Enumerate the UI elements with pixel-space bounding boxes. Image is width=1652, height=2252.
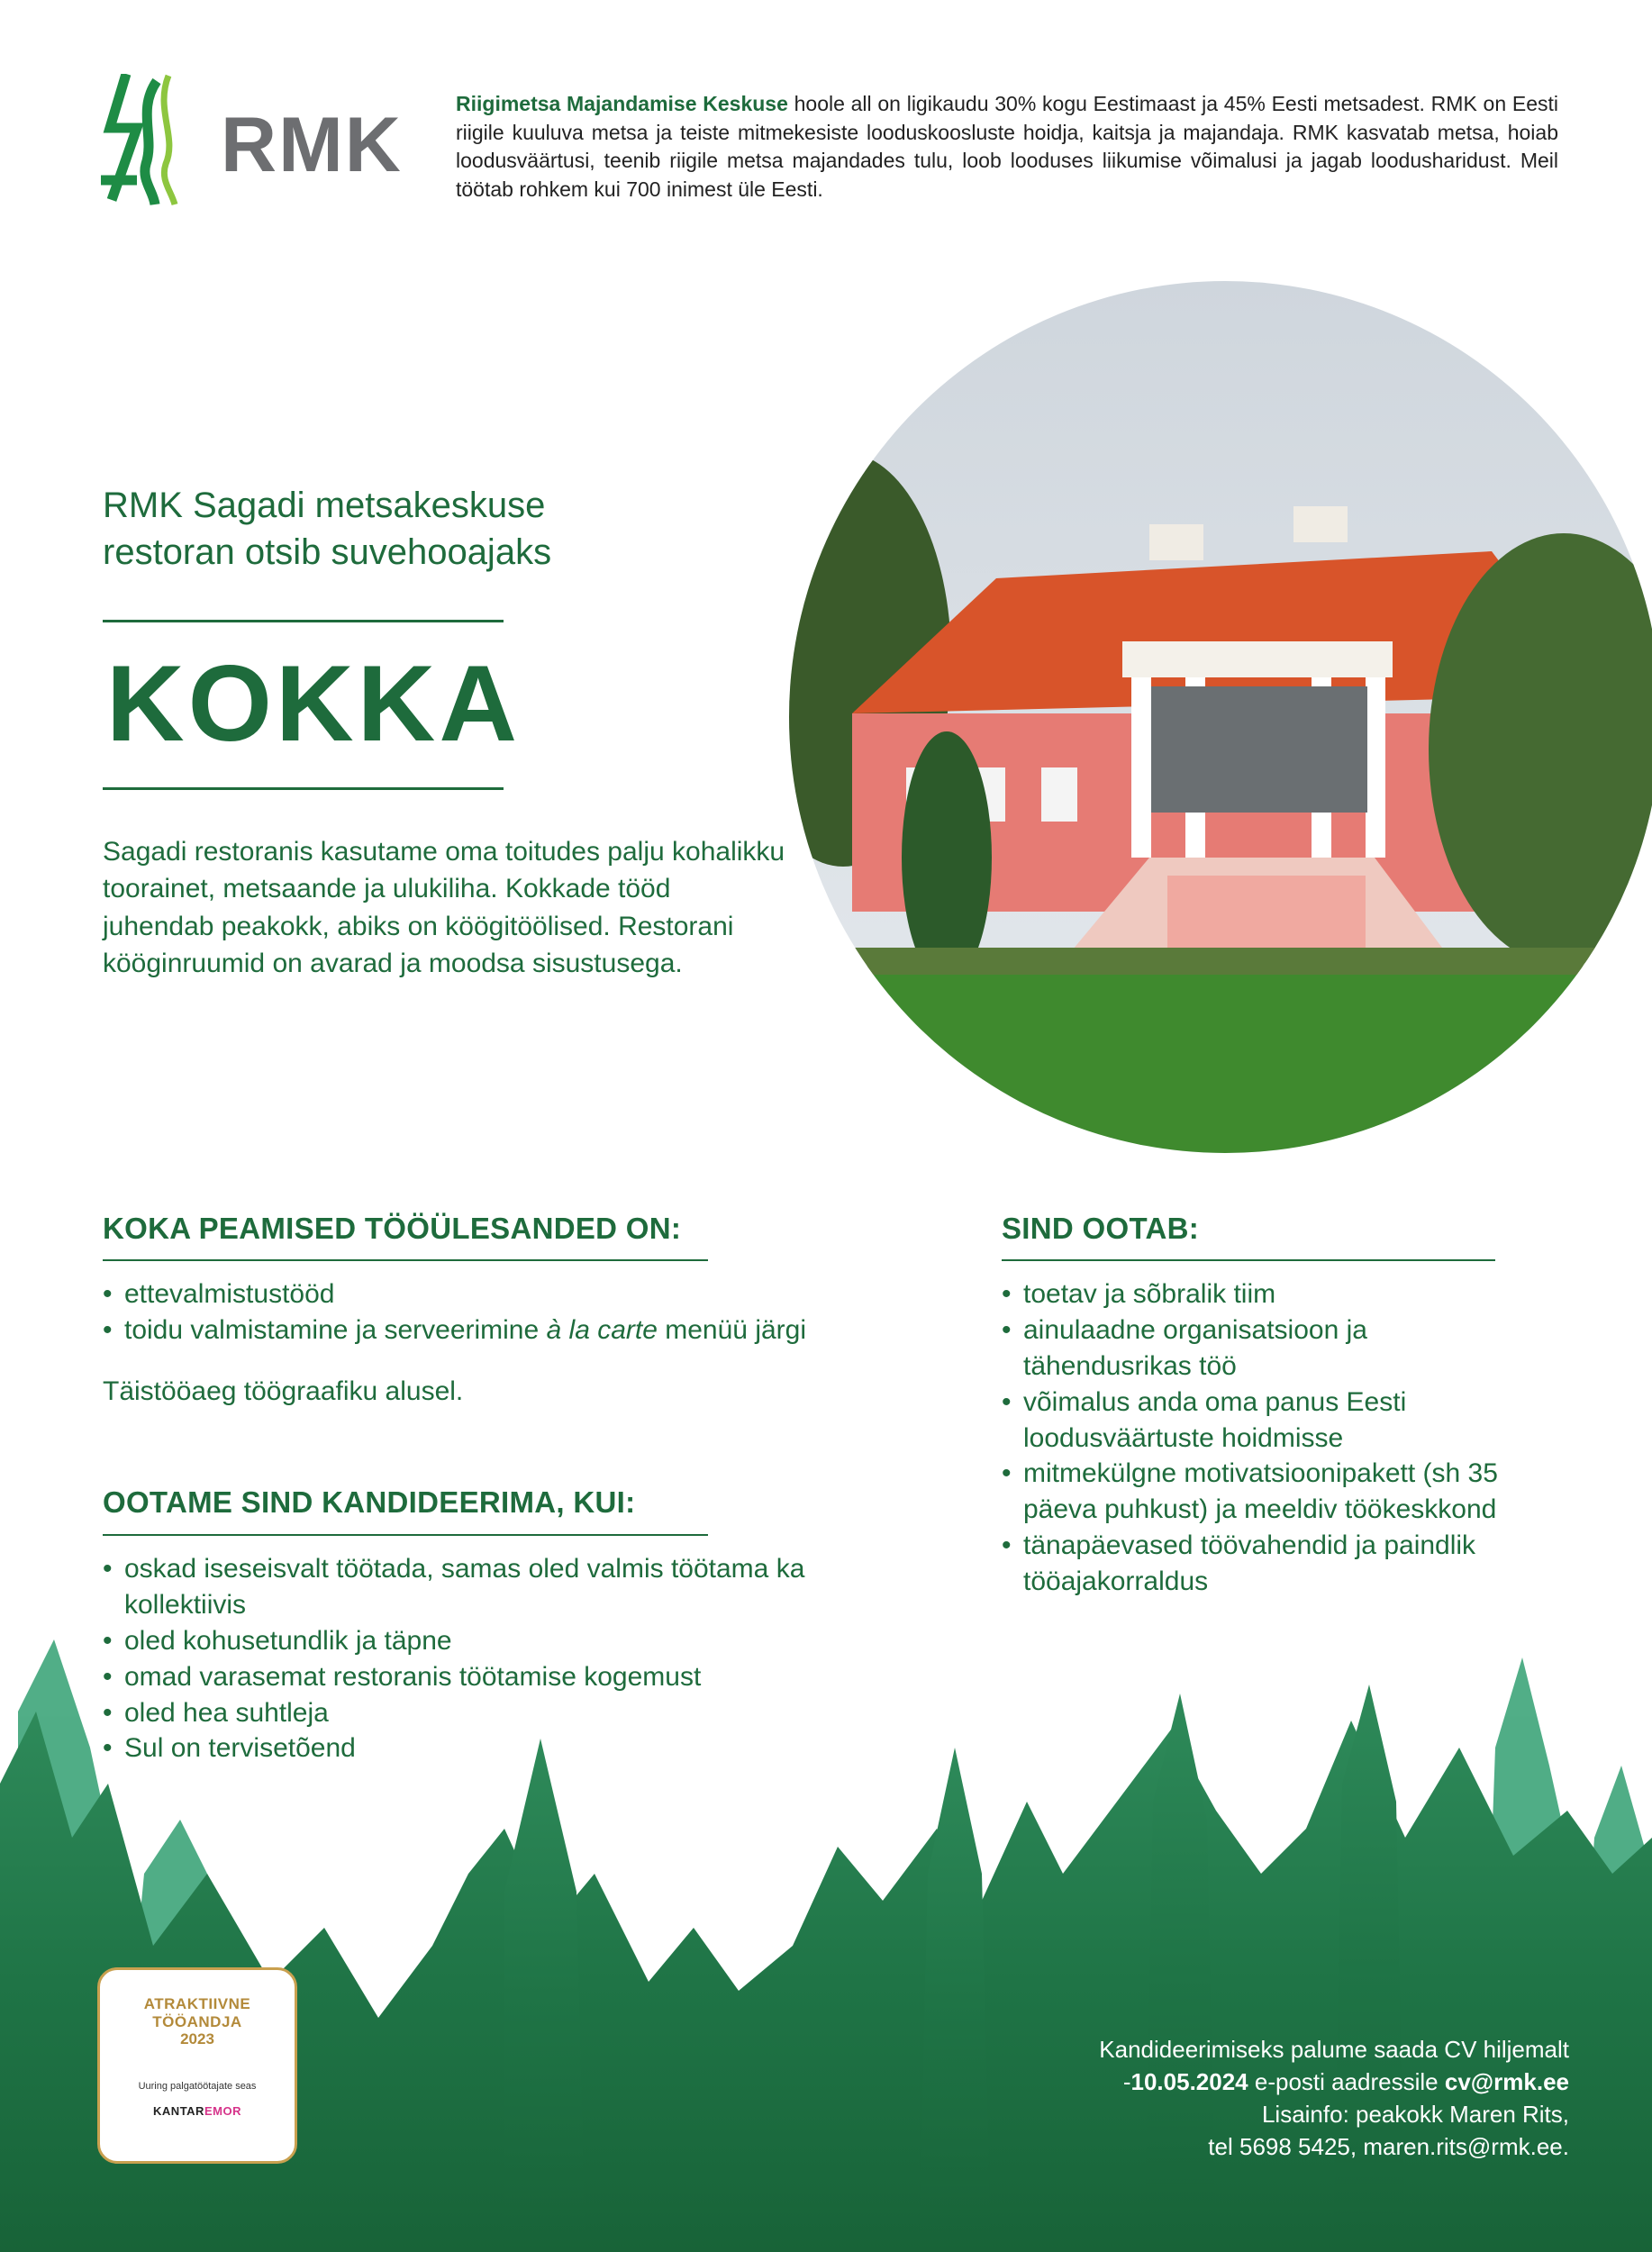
list-item: • oled kohusetundlik ja täpne xyxy=(103,1623,877,1659)
contact-line-1: Kandideerimiseks palume saada CV hiljemalt xyxy=(1099,2036,1569,2063)
contact-line-2-mid: e-posti aadressile xyxy=(1248,2067,1445,2095)
job-description: Sagadi restoranis kasutame oma toitudes palju kohalikku toorainet, metsaande ja ulukiliha. Kokkade tööd juhendab peakokk, abiks on köögitöölised. Restorani kööginruumid on avarad ja moodsa sisustusega. xyxy=(103,837,785,979)
badge-brand xyxy=(100,2104,295,2118)
duties-note: Täistööaeg töögraafiku alusel. xyxy=(103,1376,464,1406)
list-item: • ainulaadne organisatsioon ja tähendusrikas töö xyxy=(1002,1312,1542,1385)
duties-rule xyxy=(103,1259,708,1261)
attractive-employer-badge xyxy=(97,1967,297,2164)
contact-line-2: -10.05.2024 e-posti aadressile cv@rmk.ee xyxy=(1122,2067,1569,2095)
intro-org-name: Riigimetsa Majandamise Keskuse xyxy=(456,92,788,115)
badge-line-2: TÖÖANDJA xyxy=(152,2012,242,2030)
badge-brand-b: EMOR xyxy=(204,2104,241,2119)
list-item: • omad varasemat restoranis töötamise kogemust xyxy=(103,1659,877,1695)
intro-text: hoole all on ligikaudu 30% kogu Eestimaast ja 45% Eesti metsadest. RMK on Eesti riigile kuuluva metsa ja teiste mitmekesiste looduskoosluste hoidja, kaitsja ja majandaja. RMK kasvatab metsa, hoiab loodusväärtusi, teenib riigile metsa majandades tulu, loob looduses liikumise võimalusi ja jagab loodusharidust. Meil töötab rohkem kui 700 inimest üle Eesti. xyxy=(456,92,1558,202)
intro-paragraph xyxy=(456,90,1558,204)
requirements-heading: OOTAME SIND KANDIDEERIMA, KUI: xyxy=(103,1485,636,1519)
list-item: • ettevalmistustööd xyxy=(103,1276,985,1312)
list-item: • tänapäevased töövahendid ja paindlik tööajakorraldus xyxy=(1002,1528,1542,1600)
badge-year: 2023 xyxy=(180,2030,214,2048)
job-title: KOKKA xyxy=(106,643,521,764)
list-item: • oskad iseseisvalt töötada, samas oled valmis töötama ka kollektiivis xyxy=(103,1551,877,1623)
job-subtitle xyxy=(103,482,733,576)
duties-list xyxy=(103,1276,985,1348)
badge-brand-a: KANTAR xyxy=(153,2104,204,2119)
list-item: • võimalus anda oma panus Eesti loodusväärtuste hoidmisse xyxy=(1002,1385,1542,1457)
contact-line-3: Lisainfo: peakokk Maren Rits, xyxy=(1261,2100,1569,2128)
subtitle-line-1: RMK Sagadi metsakeskuse xyxy=(103,486,546,525)
italic-phrase: à la carte xyxy=(546,1314,658,1345)
badge-line-1: ATRAKTIIVNE xyxy=(143,1995,251,2012)
offer-list xyxy=(1002,1276,1542,1600)
badge-title xyxy=(100,1995,295,2030)
list-item: • toidu valmistamine ja serveerimine à la carte menüü järgi xyxy=(103,1312,985,1348)
contact-email-link[interactable]: cv@rmk.ee xyxy=(1444,2067,1569,2095)
manor-photo xyxy=(789,281,1652,1153)
offer-rule xyxy=(1002,1259,1495,1261)
offer-heading: SIND OOTAB: xyxy=(1002,1212,1200,1245)
badge-subtitle: Uuring palgatöötajate seas xyxy=(138,2081,257,2093)
title-rule-bottom xyxy=(103,787,504,790)
list-item: • mitmekülgne motivatsioonipakett (sh 35 päeva puhkust) ja meeldiv töökeskkond xyxy=(1002,1456,1542,1528)
requirements-rule xyxy=(103,1534,708,1536)
list-item: • Sul on tervisetõend xyxy=(103,1730,877,1766)
list-item: • toetav ja sõbralik tiim xyxy=(1002,1276,1542,1312)
title-rule-top xyxy=(103,620,504,622)
contact-info xyxy=(885,2034,1569,2164)
contact-line-4: tel 5698 5425, maren.rits@rmk.ee. xyxy=(1208,2132,1569,2160)
duties-heading: KOKA PEAMISED TÖÖÜLESANDED ON: xyxy=(103,1212,682,1245)
list-item: • oled hea suhtleja xyxy=(103,1695,877,1731)
subtitle-line-2: restoran otsib suvehooajaks xyxy=(103,532,552,572)
contact-deadline: 10.05.2024 xyxy=(1130,2067,1248,2095)
logo-text: RMK xyxy=(221,102,403,188)
